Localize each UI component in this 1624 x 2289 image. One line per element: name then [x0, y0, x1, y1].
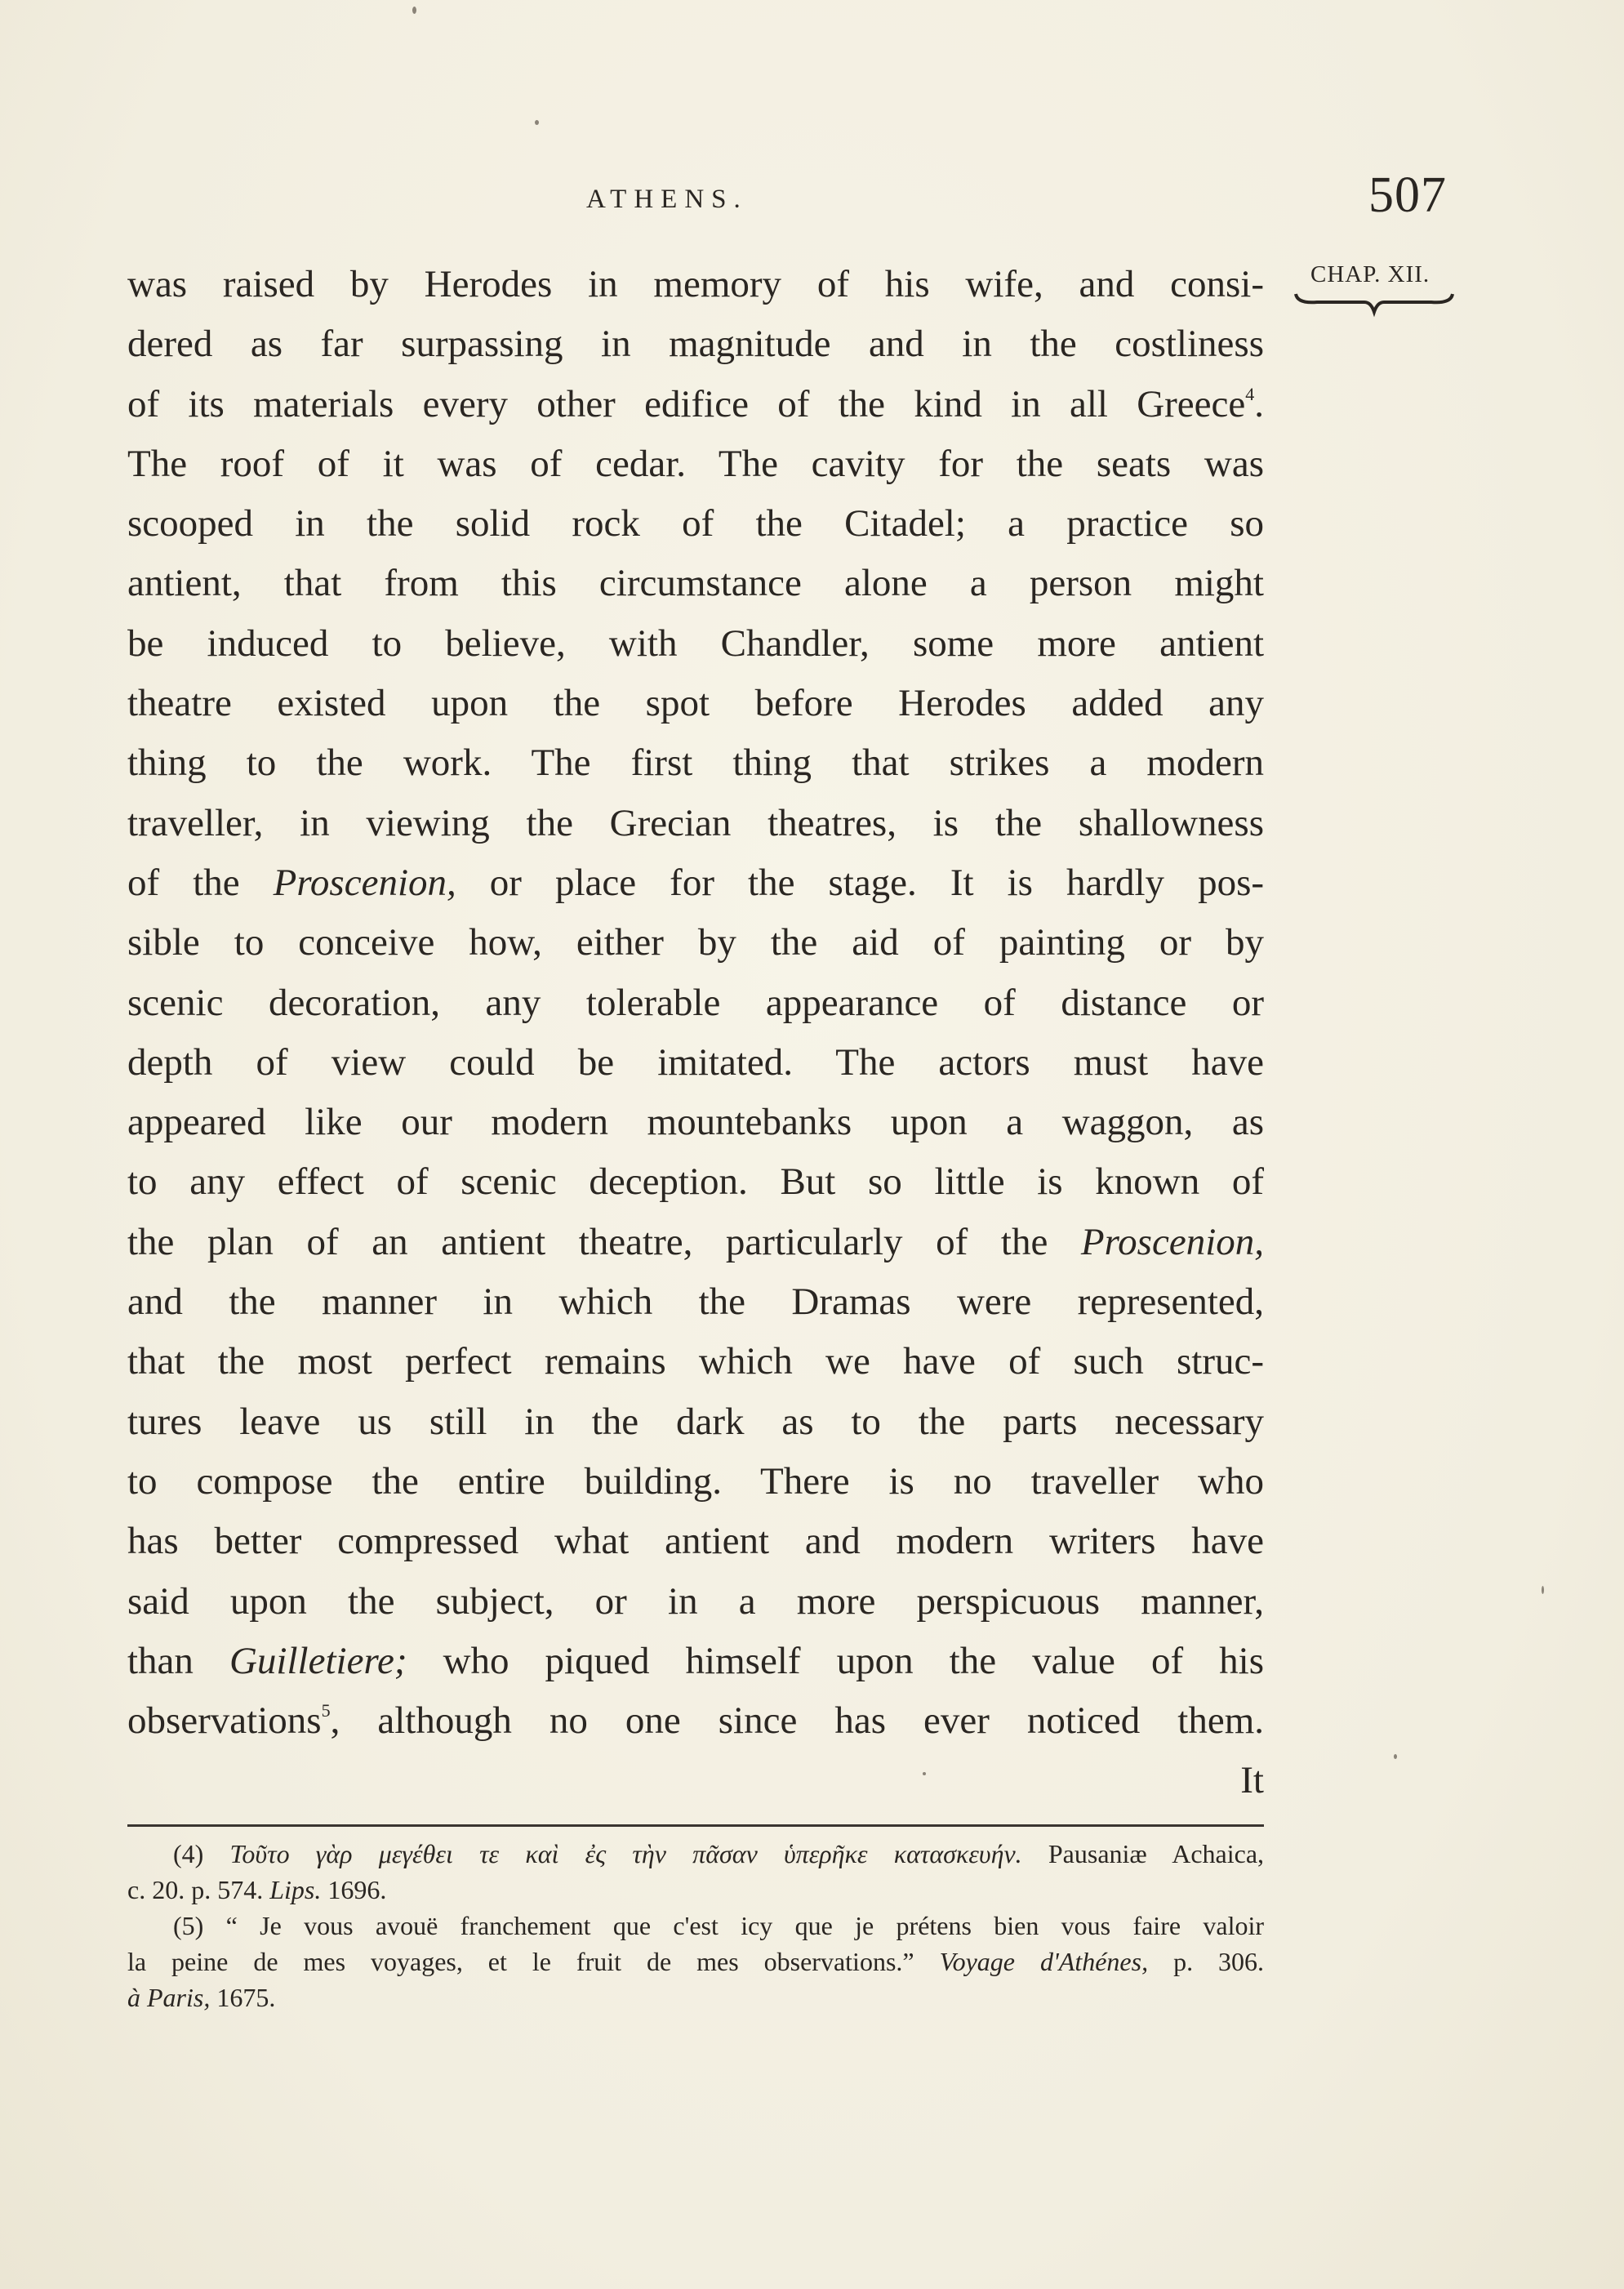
- italic-term: Proscenion,: [1080, 1220, 1264, 1263]
- text-line: observations$^5$, although no one since has ever noticed them.: [127, 1699, 1264, 1743]
- footnote-ref: 4: [1245, 383, 1255, 404]
- text-line: thing to the work. The first thing that strikes a modern: [127, 741, 1264, 785]
- text-line: depth of view could be imitated. The actors must have: [127, 1040, 1264, 1084]
- paper-speck: [412, 7, 416, 14]
- chapter-label: CHAP. XII.: [1310, 261, 1430, 287]
- running-head: ATHENS.: [586, 185, 748, 214]
- text-line: of its materials every other edifice of the kind in all Greece$^4$.: [127, 382, 1264, 425]
- text-line: antient, that from this circumstance alone a person might: [127, 562, 1264, 605]
- footnote-5: (5) “ Je vous avouë franchement que c'est icy que je prétens bien vous faire valoir: [173, 1911, 1265, 1940]
- page-number: 507: [1368, 167, 1447, 223]
- text-line: traveller, in viewing the Grecian theatres, is the shallowness: [127, 801, 1264, 844]
- text-line: the plan of an antient theatre, particularly of the Proscenion,: [127, 1220, 1264, 1263]
- text-line: theatre existed upon the spot before Herodes added any: [127, 682, 1264, 725]
- chapter-marker: [1293, 261, 1456, 320]
- text-line: The roof of it was of cedar. The cavity for the seats was: [127, 442, 1264, 485]
- footnote-rule: [127, 1824, 1264, 1827]
- footnotes: [127, 1836, 1264, 2015]
- text-line: and the manner in which the Dramas were represented,: [127, 1280, 1264, 1324]
- text-line: sible to conceive how, either by the aid of painting or by: [127, 921, 1264, 964]
- greek-quote: Τοῦτο γὰρ μεγέθει τε καὶ ἐς τὴν πᾶσαν ὑπερῆκε κατασκευήν.: [229, 1839, 1022, 1868]
- paper-speck: [923, 1772, 926, 1775]
- text-line: dered as far surpassing in magnitude and in the costliness: [127, 323, 1264, 366]
- italic-term: Proscenion,: [273, 861, 456, 904]
- footnote-ref: 5: [321, 1700, 331, 1721]
- text-line: than Guilletiere; who piqued himself upon the value of his: [127, 1639, 1265, 1682]
- text-line: tures leave us still in the dark as to the parts necessary: [127, 1400, 1264, 1443]
- body-text: [127, 255, 1264, 1811]
- footnote-5-end: à Paris, 1675.: [127, 1983, 276, 2012]
- paper-speck: [535, 120, 539, 125]
- text-line: be induced to believe, with Chandler, some more antient: [127, 621, 1264, 665]
- brace-icon: [1293, 291, 1456, 320]
- catchword: It: [1240, 1759, 1264, 1802]
- text-line: scooped in the solid rock of the Citadel; a practice so: [127, 502, 1264, 546]
- text-line: appeared like our modern mountebanks upon a waggon, as: [127, 1101, 1264, 1144]
- text-line: to compose the entire building. There is no traveller who: [127, 1459, 1264, 1503]
- text-line: of the Proscenion, or place for the stage. It is hardly pos-: [127, 861, 1265, 904]
- footnote-4-cont: c. 20. p. 574. Lips. 1696.: [127, 1875, 387, 1904]
- footnote-5-cont: la peine de mes voyages, et le fruit de mes observations.” Voyage d'Athénes, p. 306.: [127, 1947, 1265, 1976]
- text-line: was raised by Herodes in memory of his wife, and consi-: [127, 263, 1264, 305]
- text-line: that the most perfect remains which we have of such struc-: [127, 1340, 1264, 1383]
- paper-speck: [1542, 1586, 1544, 1594]
- paper-speck: [1394, 1754, 1397, 1759]
- text-line: said upon the subject, or in a more perspicuous manner,: [127, 1579, 1264, 1623]
- text-line: to any effect of scenic deception. But so little is known of: [127, 1160, 1264, 1204]
- italic-term: Guilletiere;: [229, 1639, 407, 1682]
- text-line: scenic decoration, any tolerable appearance of distance or: [127, 981, 1264, 1024]
- text-line: has better compressed what antient and modern writers have: [127, 1520, 1264, 1563]
- footnote-4: (4) Τοῦτο γὰρ μεγέθει τε καὶ ἐς τὴν πᾶσαν ὑπερῆκε κατασκευήν. Pausaniæ Achaica,: [173, 1839, 1265, 1868]
